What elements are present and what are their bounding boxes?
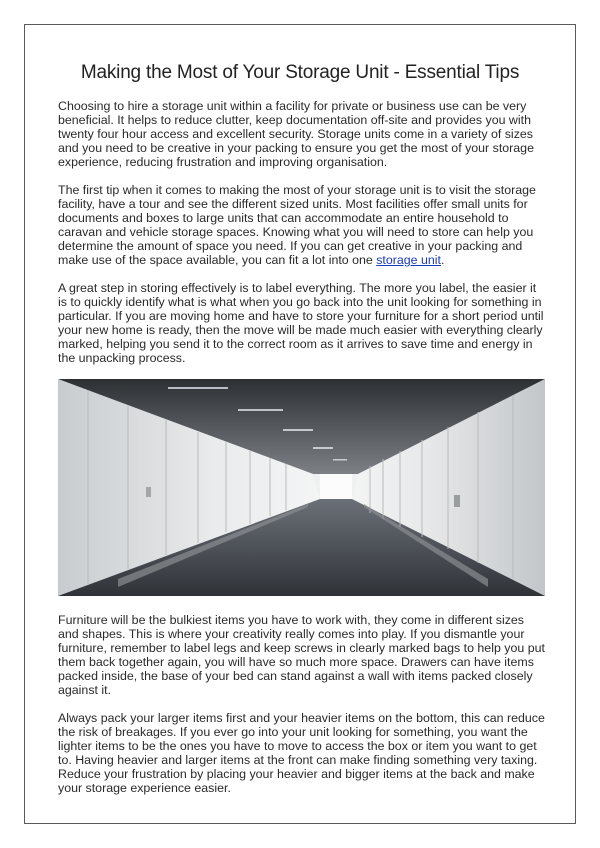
storage-unit-link[interactable]: storage unit [376,253,441,267]
paragraph-labeling: A great step in storing effectively is to label everything. The more you label, the easier it is to quickly identify what is what when you go back into the unit looking for something in particular. If you are moving home and have to store your furniture for a short period until your new home is ready, then the move will be made much easier with everything clearly marked, helping you send it to the correct room as it arrives to save time and energy in the unpacking process. [58,281,544,365]
paragraph-packing-order: Always pack your larger items first and your heavier items on the bottom, this can reduce the risk of breakages. If you ever go into your unit looking for something, you want the lighter items to be the ones you have to move to access the box or item you want to get to. Having heavier and larger items at the front can make finding something very taxing. Reduce your frustration by placing your heavier and bigger items at the back and make your storage experience easier. [58,711,545,795]
paragraph-intro: Choosing to hire a storage unit within a facility for private or business use can be very beneficial. It helps to reduce clutter, keep documentation off-site and provides you with twenty four hour access and excellent security. Storage units come in a variety of sizes and you need to be creative in your packing to ensure you get the most of your storage experience, reducing frustration and improving organisation. [58,99,534,169]
paragraph-first-tip [58,183,548,267]
paragraph-first-tip-text: The first tip when it comes to making the most of your storage unit is to visit the storage facility, have a tour and see the different sized units. Most facilities offer small units for documents and boxes to large units that can accommodate an entire household to caravan and vehicle storage spaces. Knowing what you will need to store can help you determine the amount of space you need. If you can get creative in your packing and make use of the space available, you can fit a lot into one [58,183,536,267]
paragraph-furniture: Furniture will be the bulkiest items you have to work with, they come in different sizes and shapes. This is where your creativity really comes into play. If you dismantle your furniture, remember to label legs and keep screws in clearly marked bags to help you put them back together again, you will have so much more space. Drawers can have items packed inside, the base of your bed can stand against a wall with items packed closely against it. [58,613,545,697]
page-title: Making the Most of Your Storage Unit - Essential Tips [80,62,520,83]
link-suffix: . [440,253,445,267]
storage-corridor-photo [58,379,545,596]
article-body [58,99,548,809]
